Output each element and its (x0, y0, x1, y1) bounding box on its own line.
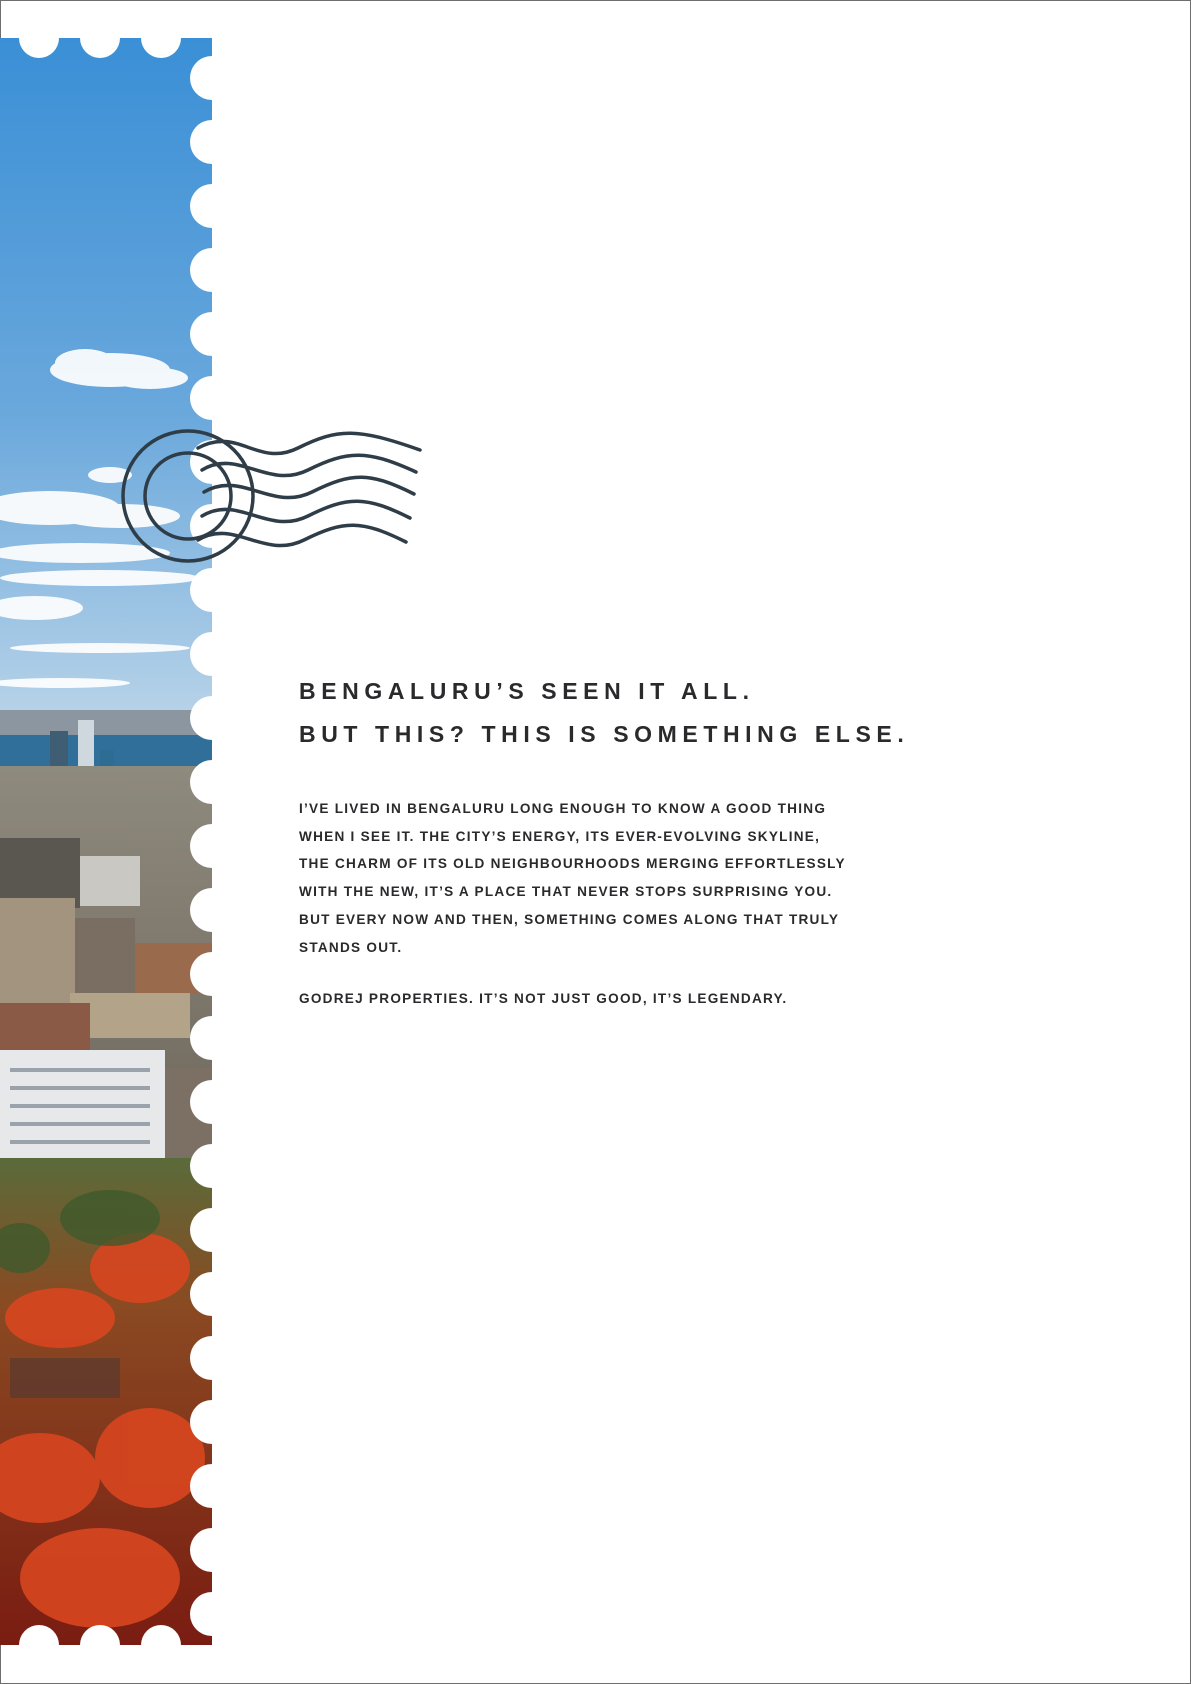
body-line: I’VE LIVED IN BENGALURU LONG ENOUGH TO KNOW A GOOD THING (299, 801, 827, 816)
headline-line-1: BENGALURU’S SEEN IT ALL. (299, 678, 755, 704)
headline-line-2: BUT THIS? THIS IS SOMETHING ELSE. (299, 721, 910, 747)
body-line: BUT EVERY NOW AND THEN, SOMETHING COMES ALONG THAT TRULY (299, 911, 840, 927)
body-line: WITH THE NEW, IT’S A PLACE THAT NEVER STOPS SURPRISING YOU. (299, 884, 833, 900)
body-line: THE CHARM OF ITS OLD NEIGHBOURHOODS MERGING EFFORTLESSLY (299, 856, 846, 872)
body-line: WHEN I SEE IT. THE CITY’S ENERGY, ITS EVER-EVOLVING SKYLINE, (299, 828, 821, 844)
body-paragraph (299, 795, 999, 961)
body-line: STANDS OUT. (299, 939, 403, 955)
postmark-cancellation-icon (118, 428, 424, 568)
headline (299, 670, 1099, 756)
city-skyline-stamp-image (0, 38, 212, 1645)
tagline: GODREJ PROPERTIES. IT’S NOT JUST GOOD, IT’S LEGENDARY. (299, 991, 788, 1006)
